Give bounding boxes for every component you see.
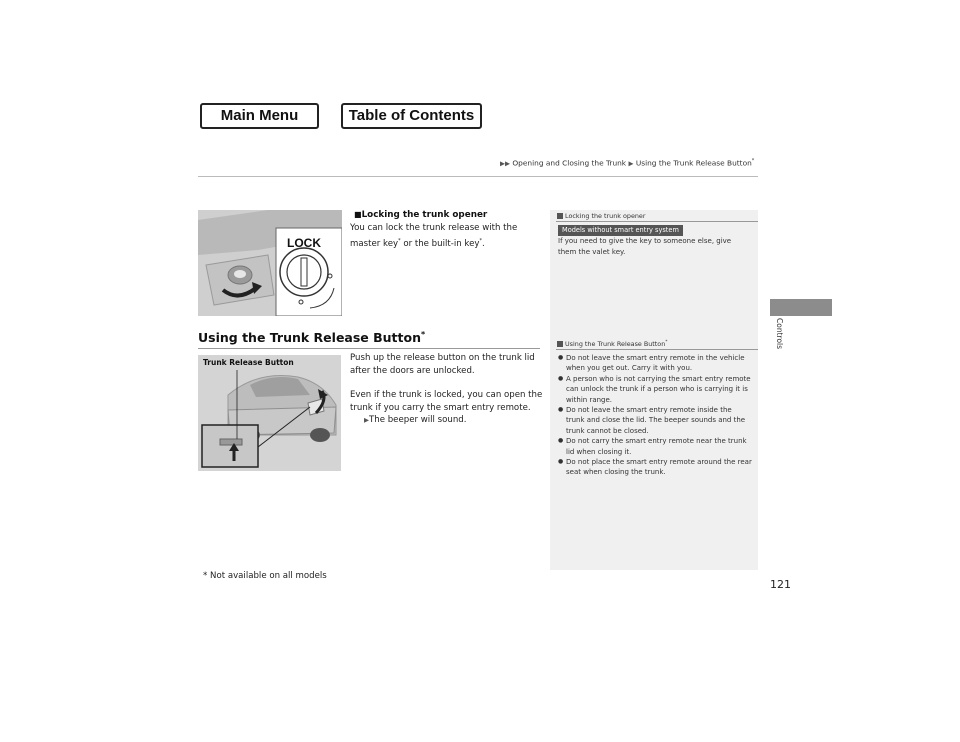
note-list-release — [558, 353, 752, 478]
breadcrumb-item-release-button[interactable]: Using the Trunk Release Button — [635, 158, 752, 168]
chapter-tab-label: Controls — [775, 318, 784, 350]
trunk-release-button-label: Trunk Release Button — [203, 358, 294, 367]
release-section-body — [350, 352, 545, 427]
lock-section-body: You can lock the trunk release with the master key* or the built-in key*. — [350, 223, 518, 249]
breadcrumb-item-trunk[interactable]: Opening and Closing the Trunk — [512, 158, 627, 168]
footnote: * Not available on all models — [203, 571, 327, 581]
model-badge: Models without smart entry system — [558, 225, 683, 236]
chapter-tab[interactable] — [770, 299, 832, 316]
note-title-lock[interactable]: Locking the trunk opener — [557, 212, 645, 220]
list-item: ● Do not leave the smart entry remote in the vehicle when you get out. Carry it with you. — [558, 353, 752, 374]
note-title-release[interactable]: Using the Trunk Release Button* — [557, 340, 668, 348]
note-icon — [557, 213, 563, 219]
list-item: ● Do not leave the smart entry remote inside the trunk and close the lid. The beeper sounds and the trunk cannot be closed. — [558, 405, 752, 436]
breadcrumb — [500, 158, 760, 167]
note-divider — [556, 349, 758, 350]
list-item: ● Do not carry the smart entry remote near the trunk lid when closing it. — [558, 436, 752, 457]
note-divider — [556, 221, 758, 222]
release-paragraph-1: Push up the release button on the trunk lid after the doors are unlocked. — [350, 353, 535, 376]
release-paragraph-2: Even if the trunk is locked, you can open the trunk if you carry the smart entry remote. — [350, 390, 543, 413]
header-divider — [198, 176, 758, 177]
lock-text: LOCK — [287, 236, 321, 250]
breadcrumb-asterisk: * — [751, 158, 755, 164]
note-body-lock: If you need to give the key to someone else, give them the valet key. — [558, 237, 732, 256]
trunk-release-illustration — [198, 355, 341, 471]
lock-section-heading: ■Locking the trunk opener — [354, 210, 488, 220]
table-of-contents-button[interactable]: Table of Contents — [341, 103, 482, 129]
breadcrumb-arrow-icon: ▶▶ — [500, 159, 510, 168]
trunk-lock-illustration — [198, 210, 342, 316]
page-number: 121 — [770, 578, 791, 591]
release-result: ▶The beeper will sound. — [364, 415, 467, 425]
list-item: ● Do not place the smart entry remote around the rear seat when closing the trunk. — [558, 457, 752, 478]
result-arrow-icon: ▶ — [364, 416, 369, 424]
section-title: Using the Trunk Release Button* — [198, 330, 426, 346]
list-item: ● A person who is not carrying the smart entry remote can unlock the trunk if a person who is carrying it is within range. — [558, 374, 752, 405]
section-title-divider — [198, 348, 540, 349]
breadcrumb-arrow-icon: ▶ — [628, 159, 634, 168]
note-icon — [557, 341, 563, 347]
main-menu-button[interactable]: Main Menu — [200, 103, 319, 129]
